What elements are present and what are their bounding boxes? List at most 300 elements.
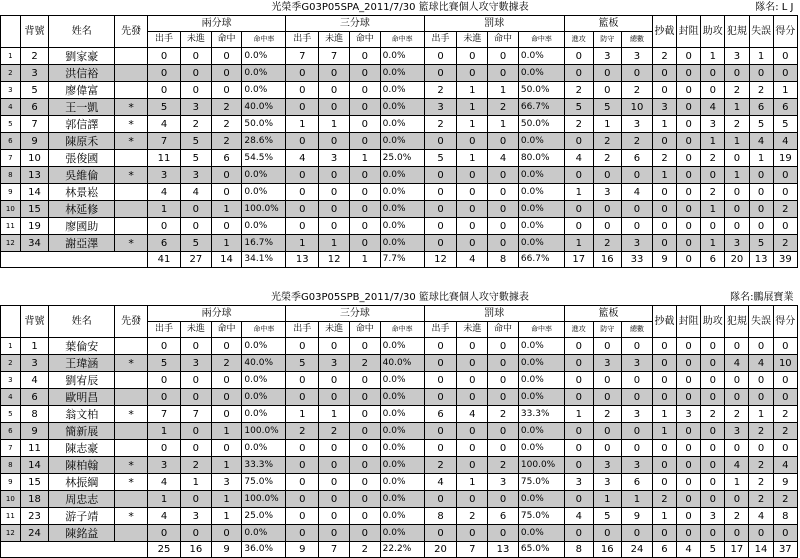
defensive-rebounds: 3: [593, 355, 622, 372]
pct-subheader: 命中率: [518, 32, 564, 48]
total-rebounds: 0: [622, 201, 653, 218]
three-point-pct: 0.0%: [380, 116, 424, 133]
jersey-number: 14: [20, 457, 49, 474]
total-rebounds: 10: [622, 99, 653, 116]
free-throw-pct: 0.0%: [518, 525, 564, 542]
total-offensive-rebounds: 8: [565, 542, 594, 558]
steals: 1: [652, 508, 676, 525]
starter-mark: [115, 338, 148, 355]
free-throw-pct: 0.0%: [518, 355, 564, 372]
missed-subheader: 未進: [319, 32, 350, 48]
free-throw-made: 0: [488, 184, 519, 201]
total-rebounds: 9: [622, 508, 653, 525]
three-point-pct: 0.0%: [380, 218, 424, 235]
free-throw-made: 3: [488, 474, 519, 491]
fouls-header: 犯規: [725, 16, 749, 48]
defensive-rebounds: 0: [593, 167, 622, 184]
defensive-rebounds: 5: [593, 508, 622, 525]
points: 4: [773, 133, 797, 150]
rebounds-header: 籃板: [564, 16, 652, 32]
totals-row: [1, 252, 798, 268]
three-point-made: 0: [349, 184, 380, 201]
free-throw-pct: 66.7%: [518, 99, 564, 116]
fouls: 3: [725, 423, 749, 440]
player-name: 陳柏翰: [49, 457, 115, 474]
fouls: 0: [725, 491, 749, 508]
made-subheader: 命中: [349, 32, 380, 48]
three-point-attempts: 0: [286, 82, 319, 99]
turnovers: 4: [749, 133, 773, 150]
free-throw-made: 0: [488, 167, 519, 184]
offensive-rebounds: 0: [565, 440, 594, 457]
team-b-stats-block: [0, 290, 800, 558]
row-index: 3: [1, 372, 21, 389]
made-subheader: 命中: [211, 32, 242, 48]
player-name: 歐明昌: [49, 389, 115, 406]
row-index: 12: [1, 525, 21, 542]
starter-mark: *: [115, 99, 148, 116]
three-point-made: 0: [349, 48, 380, 65]
defensive-rebounds: 0: [593, 338, 622, 355]
two-point-missed: 0: [180, 491, 211, 508]
offensive-rebounds: 0: [564, 218, 593, 235]
assists: 0: [701, 65, 725, 82]
total-rebounds: 0: [622, 372, 653, 389]
total-rebounds: 0: [622, 218, 653, 235]
index-header: [1, 16, 21, 48]
three-point-made: 0: [349, 406, 380, 423]
total-steals: 6: [652, 542, 676, 558]
blocks: 0: [677, 82, 701, 99]
free-throw-missed: 0: [457, 440, 488, 457]
header-row-groups: [1, 16, 798, 32]
total-rebounds: 3: [622, 116, 653, 133]
free-throw-pct: 0.0%: [518, 184, 564, 201]
fouls: 1: [725, 133, 749, 150]
three-point-missed: 0: [319, 440, 350, 457]
jersey-number: 5: [20, 82, 49, 99]
fouls: 0: [725, 525, 749, 542]
three-point-made: 1: [349, 150, 380, 167]
two-point-pct: 0.0%: [242, 167, 286, 184]
three-point-attempts: 1: [286, 116, 319, 133]
free-throw-attempts: 5: [424, 150, 457, 167]
defensive-rebounds: 0: [593, 423, 622, 440]
three-point-made: 0: [349, 508, 380, 525]
three-point-missed: 0: [319, 372, 350, 389]
three-point-pct: 0.0%: [380, 389, 424, 406]
three-point-made: 0: [349, 423, 380, 440]
free-throw-attempts: 0: [424, 355, 457, 372]
total-rebounds: 0: [622, 167, 653, 184]
row-index: 1: [1, 338, 21, 355]
assists: 0: [701, 491, 725, 508]
total-assists: 5: [701, 542, 725, 558]
total-two-point-pct: 36.0%: [242, 542, 286, 558]
two-point-missed: 0: [180, 372, 211, 389]
blocks: 0: [677, 372, 701, 389]
two-point-made: 0: [211, 184, 242, 201]
total-free-throw-attempts: 20: [424, 542, 457, 558]
total-rebounds: 0: [622, 440, 653, 457]
free-throw-missed: 0: [457, 457, 488, 474]
free-throw-header: 罰球: [424, 306, 564, 322]
free-throw-attempts: 3: [424, 99, 457, 116]
free-throw-made: 0: [488, 491, 519, 508]
two-point-missed: 0: [180, 423, 211, 440]
blocks: 0: [677, 389, 701, 406]
starter-mark: *: [115, 116, 148, 133]
two-point-pct: 0.0%: [242, 184, 286, 201]
free-throw-pct: 0.0%: [518, 48, 564, 65]
starter-mark: *: [115, 133, 148, 150]
steals: 0: [652, 474, 676, 491]
points: 0: [773, 167, 797, 184]
fouls: 0: [725, 201, 749, 218]
defensive-rebounds: 5: [593, 99, 622, 116]
jersey-number: 2: [20, 48, 49, 65]
turnovers: 4: [749, 508, 773, 525]
total-rebounds: 4: [622, 184, 653, 201]
defensive-rebounds: 0: [593, 525, 622, 542]
three-point-attempts: 0: [286, 440, 319, 457]
two-point-pct: 100.0%: [242, 201, 286, 218]
two-point-missed: 0: [180, 338, 211, 355]
player-name: 周忠志: [49, 491, 115, 508]
offensive-rebounds: 0: [565, 423, 594, 440]
starter-mark: [115, 184, 148, 201]
made-subheader: 命中: [211, 322, 242, 338]
points: 5: [773, 116, 797, 133]
player-name: 洪信裕: [49, 65, 115, 82]
three-point-missed: 0: [319, 218, 350, 235]
three-point-attempts: 2: [286, 423, 319, 440]
offensive-subheader: 進攻: [565, 322, 594, 338]
assists: 0: [701, 338, 725, 355]
player-name: 廖國助: [49, 218, 115, 235]
three-point-attempts: 0: [286, 133, 319, 150]
two-point-made: 1: [211, 235, 242, 252]
two-point-pct: 0.0%: [242, 82, 286, 99]
three-point-pct: 0.0%: [380, 474, 424, 491]
number-header: 背號: [20, 16, 49, 48]
turnovers: 0: [749, 389, 773, 406]
steals: 1: [652, 423, 676, 440]
attempts-subheader: 出手: [424, 32, 457, 48]
defensive-rebounds: 3: [593, 184, 622, 201]
free-throw-attempts: 2: [424, 116, 457, 133]
free-throw-pct: 0.0%: [518, 65, 564, 82]
jersey-number: 6: [20, 389, 49, 406]
title-spacer: [1, 290, 148, 306]
row-index: 4: [1, 99, 21, 116]
free-throw-missed: 1: [457, 150, 488, 167]
assists-header: 助攻: [701, 306, 725, 338]
free-throw-pct: 100.0%: [518, 457, 564, 474]
three-point-made: 0: [349, 167, 380, 184]
two-point-made: 0: [211, 82, 242, 99]
assists: 3: [701, 508, 725, 525]
player-row: [1, 48, 798, 65]
player-name: 劉家豪: [49, 48, 115, 65]
offensive-rebounds: 1: [565, 406, 594, 423]
assists: 0: [701, 82, 725, 99]
turnovers-header: 失誤: [749, 16, 773, 48]
three-point-missed: 1: [319, 406, 350, 423]
fouls: 0: [725, 65, 749, 82]
total-rebounds: 3: [622, 355, 653, 372]
player-name: 王瑋涵: [49, 355, 115, 372]
row-index: 10: [1, 491, 21, 508]
blocks-header: 封阻: [677, 306, 701, 338]
jersey-number: 6: [20, 99, 49, 116]
points: 0: [773, 184, 797, 201]
two-point-missed: 0: [180, 389, 211, 406]
number-header: 背號: [20, 306, 49, 338]
three-point-missed: 0: [319, 525, 350, 542]
starter-mark: [115, 48, 148, 65]
total-blocks: 4: [677, 542, 701, 558]
starter-mark: *: [115, 167, 148, 184]
two-point-made: 0: [211, 338, 242, 355]
two-point-attempts: 4: [148, 508, 181, 525]
missed-subheader: 未進: [180, 322, 211, 338]
two-point-made: 1: [211, 423, 242, 440]
offensive-rebounds: 4: [564, 150, 593, 167]
assists: 0: [701, 167, 725, 184]
two-point-attempts: 0: [148, 440, 181, 457]
total-three-point-pct: 22.2%: [380, 542, 424, 558]
three-point-missed: 0: [319, 389, 350, 406]
missed-subheader: 未進: [319, 322, 350, 338]
offensive-rebounds: 4: [565, 508, 594, 525]
row-index: 6: [1, 133, 21, 150]
two-point-attempts: 6: [148, 235, 181, 252]
missed-subheader: 未進: [457, 322, 488, 338]
row-index: 9: [1, 184, 21, 201]
table-spacer: [0, 268, 800, 290]
defensive-rebounds: 0: [593, 65, 622, 82]
free-throw-attempts: 0: [424, 218, 457, 235]
player-name: 林延修: [49, 201, 115, 218]
three-point-missed: 0: [319, 65, 350, 82]
turnovers: 2: [749, 474, 773, 491]
three-point-attempts: 1: [286, 406, 319, 423]
player-name: 游子靖: [49, 508, 115, 525]
team-a-stats-block: [0, 0, 800, 268]
two-point-made: 0: [211, 372, 242, 389]
offensive-rebounds: 0: [565, 338, 594, 355]
free-throw-pct: 0.0%: [518, 133, 564, 150]
two-point-made: 1: [211, 201, 242, 218]
jersey-number: 10: [20, 150, 49, 167]
player-row: [1, 389, 798, 406]
offensive-rebounds: 1: [564, 184, 593, 201]
three-point-made: 0: [349, 99, 380, 116]
player-name: 張俊國: [49, 150, 115, 167]
two-point-missed: 7: [180, 406, 211, 423]
pct-subheader: 命中率: [242, 32, 286, 48]
total-three-point-pct: 7.7%: [380, 252, 424, 268]
table-title: 光榮季G03P05SPA_2011/7/30 籃球比賽個人攻守數據表: [271, 2, 529, 13]
starter-mark: *: [115, 457, 148, 474]
three-point-pct: 0.0%: [380, 525, 424, 542]
two-point-attempts: 7: [148, 133, 181, 150]
two-point-made: 2: [211, 355, 242, 372]
free-throw-made: 0: [488, 133, 519, 150]
points: 0: [773, 338, 797, 355]
steals: 1: [652, 167, 676, 184]
team-name-label: 隊名: L J: [755, 2, 794, 13]
points: 9: [773, 474, 797, 491]
total-two-point-made: 14: [211, 252, 242, 268]
starter-mark: *: [115, 406, 148, 423]
two-point-pct: 0.0%: [242, 406, 286, 423]
defensive-rebounds: 0: [593, 82, 622, 99]
turnovers: 5: [749, 235, 773, 252]
assists: 1: [701, 235, 725, 252]
starter-mark: [115, 218, 148, 235]
starter-mark: [115, 65, 148, 82]
two-point-attempts: 4: [148, 474, 181, 491]
starter-mark: [115, 389, 148, 406]
two-point-missed: 5: [180, 235, 211, 252]
blocks: 0: [677, 116, 701, 133]
two-point-attempts: 0: [148, 65, 181, 82]
three-point-pct: 0.0%: [380, 491, 424, 508]
row-index: 1: [1, 48, 21, 65]
three-point-missed: 1: [319, 116, 350, 133]
blocks: 0: [677, 474, 701, 491]
row-index: 3: [1, 82, 21, 99]
total-three-point-attempts: 13: [286, 252, 319, 268]
three-point-attempts: 4: [286, 150, 319, 167]
defensive-rebounds: 3: [593, 474, 622, 491]
starter-header: 先發: [115, 306, 148, 338]
two-point-attempts: 1: [148, 201, 181, 218]
jersey-number: 18: [20, 491, 49, 508]
player-row: [1, 201, 798, 218]
fouls: 0: [725, 389, 749, 406]
two-point-attempts: 0: [148, 338, 181, 355]
two-point-pct: 0.0%: [242, 48, 286, 65]
three-point-pct: 0.0%: [380, 133, 424, 150]
free-throw-attempts: 0: [424, 65, 457, 82]
blocks: 0: [677, 48, 701, 65]
three-point-pct: 0.0%: [380, 167, 424, 184]
jersey-number: 15: [20, 201, 49, 218]
defensive-rebounds: 0: [593, 440, 622, 457]
jersey-number: 23: [20, 508, 49, 525]
two-point-pct: 0.0%: [242, 372, 286, 389]
free-throw-attempts: 8: [424, 508, 457, 525]
points: 2: [773, 406, 797, 423]
header-row-groups: [1, 306, 798, 322]
two-point-pct: 100.0%: [242, 491, 286, 508]
attempts-subheader: 出手: [424, 322, 457, 338]
assists: 2: [701, 406, 725, 423]
free-throw-made: 1: [488, 116, 519, 133]
player-row: [1, 65, 798, 82]
fouls: 2: [725, 406, 749, 423]
three-point-missed: 7: [319, 48, 350, 65]
offensive-rebounds: 2: [564, 116, 593, 133]
two-point-made: 6: [211, 150, 242, 167]
turnovers: 0: [749, 218, 773, 235]
points: 2: [773, 491, 797, 508]
row-index: 5: [1, 116, 21, 133]
total-two-point-made: 9: [211, 542, 242, 558]
jersey-number: 15: [20, 474, 49, 491]
player-name: 翁文柏: [49, 406, 115, 423]
turnovers: 0: [749, 184, 773, 201]
title-spacer: [1, 0, 148, 16]
free-throw-attempts: 0: [424, 389, 457, 406]
assists-header: 助攻: [701, 16, 725, 48]
points: 0: [773, 389, 797, 406]
total-rebounds: 0: [622, 338, 653, 355]
two-point-attempts: 1: [148, 423, 181, 440]
assists: 2: [701, 150, 725, 167]
steals: 1: [652, 406, 676, 423]
total-turnovers: 13: [749, 252, 773, 268]
table-title-row: [1, 0, 798, 16]
offensive-rebounds: 0: [564, 133, 593, 150]
player-name: 廖偉富: [49, 82, 115, 99]
two-point-header: 兩分球: [148, 16, 286, 32]
player-row: [1, 133, 798, 150]
three-point-made: 0: [349, 389, 380, 406]
steals: 0: [652, 525, 676, 542]
free-throw-pct: 0.0%: [518, 235, 564, 252]
total-three-point-made: 2: [349, 542, 380, 558]
assists: 0: [701, 218, 725, 235]
points: 0: [773, 372, 797, 389]
two-point-made: 3: [211, 474, 242, 491]
two-point-pct: 0.0%: [242, 525, 286, 542]
offensive-rebounds: 0: [565, 372, 594, 389]
two-point-made: 1: [211, 491, 242, 508]
defensive-rebounds: 1: [593, 491, 622, 508]
total-points: 39: [773, 252, 797, 268]
assists: 3: [701, 116, 725, 133]
two-point-made: 0: [211, 65, 242, 82]
name-header: 姓名: [49, 16, 115, 48]
assists: 0: [701, 389, 725, 406]
three-point-attempts: 1: [286, 235, 319, 252]
offensive-rebounds: 0: [564, 167, 593, 184]
steals: 0: [652, 65, 676, 82]
two-point-attempts: 0: [148, 372, 181, 389]
free-throw-pct: 33.3%: [518, 406, 564, 423]
three-point-missed: 1: [319, 235, 350, 252]
two-point-pct: 50.0%: [242, 116, 286, 133]
player-row: [1, 338, 798, 355]
two-point-made: 0: [211, 48, 242, 65]
points-header: 得分: [773, 306, 797, 338]
points: 0: [773, 440, 797, 457]
three-point-missed: 0: [319, 474, 350, 491]
total-subheader: 總數: [622, 322, 653, 338]
free-throw-attempts: 0: [424, 525, 457, 542]
three-point-made: 0: [349, 82, 380, 99]
free-throw-made: 0: [488, 201, 519, 218]
starter-mark: [115, 491, 148, 508]
two-point-made: 0: [211, 406, 242, 423]
free-throw-missed: 1: [457, 474, 488, 491]
blocks-header: 封阻: [677, 16, 701, 48]
total-two-point-missed: 16: [180, 542, 211, 558]
